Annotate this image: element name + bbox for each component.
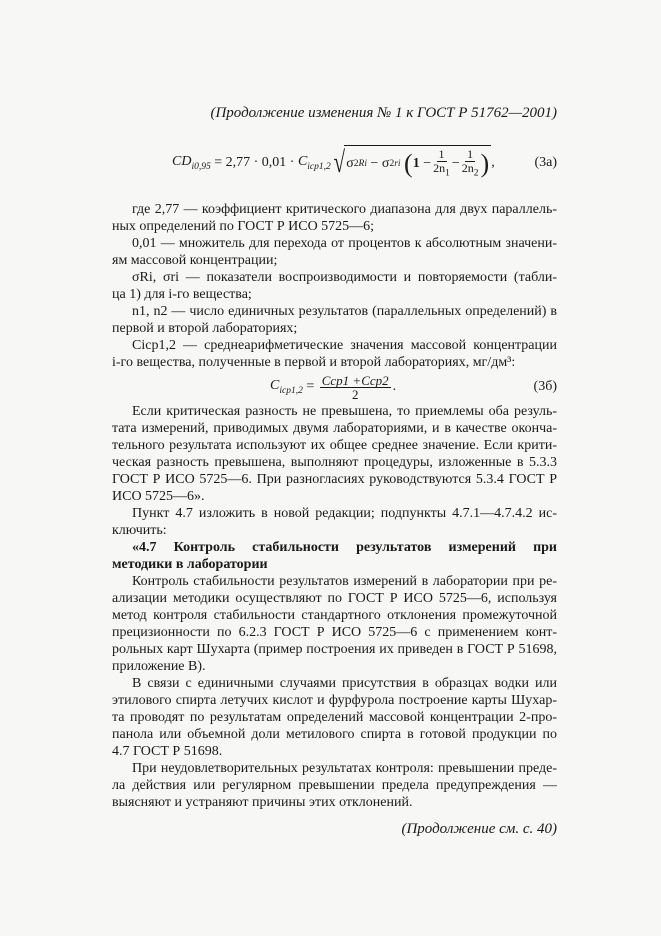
formula-3a-row <box>112 143 557 183</box>
text-line: тата измерений, приводимых двумя лабораториями, и в качестве оконча- <box>112 421 557 436</box>
text-line: ям массовой концентрации; <box>112 253 278 268</box>
text-line: приложение В). <box>112 659 206 674</box>
text-line: i-го вещества, полученные в первой и второй лабораториях, мг/дм³: <box>112 355 516 370</box>
paragraph <box>112 337 557 371</box>
text-line: панола или объемной доли метилового спирта в готовой продукции по <box>112 727 557 742</box>
text-line: рольных карт Шухарта (пример построения их приведен в ГОСТ Р 51698, <box>112 642 557 657</box>
text-line: Контроль стабильности результатов измерений в лаборатории при ре- <box>132 574 557 589</box>
fraction-2: $\frac{1}{2n_2}$ <box>461 147 479 179</box>
running-header: (Продолжение изменения № 1 к ГОСТ Р 51762—2001) <box>210 105 557 121</box>
paragraph <box>112 303 557 337</box>
formula-3b-number: (3б) <box>533 379 557 394</box>
formula-3b-row <box>112 371 557 403</box>
text-line: прецизионности по 6.2.3 ГОСТ Р ИСО 5725—6 с применением конт- <box>112 625 557 640</box>
text-column <box>112 103 557 839</box>
text-line: «4.7 Контроль стабильности результатов измерений при <box>132 540 557 555</box>
equals-sign: = <box>214 154 223 170</box>
text-line: Ciср1,2 — среднеарифметические значения массовой концентрации <box>132 338 557 353</box>
formula-3a-lhs: $CD_{i0,95}$ <box>172 154 211 172</box>
fraction-1: $\frac{1}{2n_1}$ <box>433 147 450 179</box>
formula-3a-c: $C_{icp1,2}$ <box>297 154 331 172</box>
paragraph <box>112 269 557 303</box>
paragraph <box>112 573 557 675</box>
text-line: n1, n2 — число единичных результатов (параллельных определений) в <box>132 304 557 319</box>
text-block-main <box>112 403 557 811</box>
formula-3b: $C_{icp1,2}$ = $\frac{\text{Ccp1 +Ccp2}}{2}$ . <box>270 372 397 402</box>
text-line: ца 1) для i-го вещества; <box>112 287 252 302</box>
text-line: метод контроля стабильности стандартного отклонения промежуточной <box>112 608 557 623</box>
text-line: σRi, σri — показатели воспроизводимости и повторяемости (табли- <box>132 270 557 285</box>
text-line: В связи с единичными случаями присутствия в образцах водки или <box>132 676 557 691</box>
radical-sign-icon: √ <box>333 145 345 179</box>
text-line: этилового спирта летучих кислот и фурфурола построение карты Шухар- <box>112 693 557 708</box>
text-line: ИСО 5725—6». <box>112 489 205 504</box>
text-line: Пункт 4.7 изложить в новой редакции; подпункты 4.7.1—4.7.4.2 ис- <box>132 506 557 521</box>
formula-3a: $CD_{i0,95}$ = 2,77 · 0,01 · $C_{icp1,2}$ √ σ 2 Ri − σ 2 ri ( 1 − $\frac{1}{2n_1}$ − $\frac{1}{2n_2}$ ) , <box>172 145 495 179</box>
text-line: методики в лаборатории <box>112 557 268 572</box>
paragraph <box>112 539 557 573</box>
paragraph <box>112 235 557 269</box>
text-line: ных определений по ГОСТ Р ИСО 5725—6; <box>112 219 375 234</box>
text-line: ализации методики осуществляют по ГОСТ Р ИСО 5725—6, используя <box>112 591 557 606</box>
square-root <box>331 145 491 180</box>
text-line: первой и второй лабораториях; <box>112 321 298 336</box>
text-line: та проводят по результатам определений массовой концентрации 2-про- <box>112 710 557 725</box>
paragraph <box>112 201 557 235</box>
paragraph <box>112 403 557 505</box>
text-line: 4.7 ГОСТ Р 51698. <box>112 744 223 759</box>
formula-3a-factors: 2,77 · 0,01 · <box>225 154 295 170</box>
text-line: выясняют и устраняют причины этих отклонений. <box>112 795 413 810</box>
radicand: σ 2 Ri − σ 2 ri ( 1 − $\frac{1}{2n_1}$ − $\frac{1}{2n_2}$ ) <box>346 147 490 179</box>
text-line: 0,01 — множитель для перехода от процентов к абсолютным значени- <box>132 236 557 251</box>
paragraph <box>112 760 557 811</box>
running-footer: (Продолжение см. с. 40) <box>401 821 557 837</box>
text-line: где 2,77 — коэффициент критического диапазона для двух параллель- <box>132 202 557 217</box>
text-line: тельного результата используют их общее среднее значение. Если крити- <box>112 438 557 453</box>
text-block-definitions <box>112 201 557 371</box>
fraction-mean: $\frac{\text{Ccp1 +Ccp2}}{2}$ <box>321 372 389 402</box>
paragraph <box>112 505 557 539</box>
text-line: ключить: <box>112 523 167 538</box>
text-line: ла действия или регулярном превышении предела предупреждения — <box>112 778 557 793</box>
paragraph <box>112 675 557 760</box>
text-line: ческая разность превышена, выполняют процедуры, изложенные в 5.3.3 <box>112 455 557 470</box>
text-line: ГОСТ Р ИСО 5725—6. При разногласиях руководствуются 5.3.4 ГОСТ Р <box>112 472 557 487</box>
text-line: При неудовлетворительных результатах контроля: превышении преде- <box>132 761 557 776</box>
text-line: Если критическая разность не превышена, то приемлемы оба резуль- <box>132 404 557 419</box>
formula-3a-number: (3а) <box>534 155 557 170</box>
